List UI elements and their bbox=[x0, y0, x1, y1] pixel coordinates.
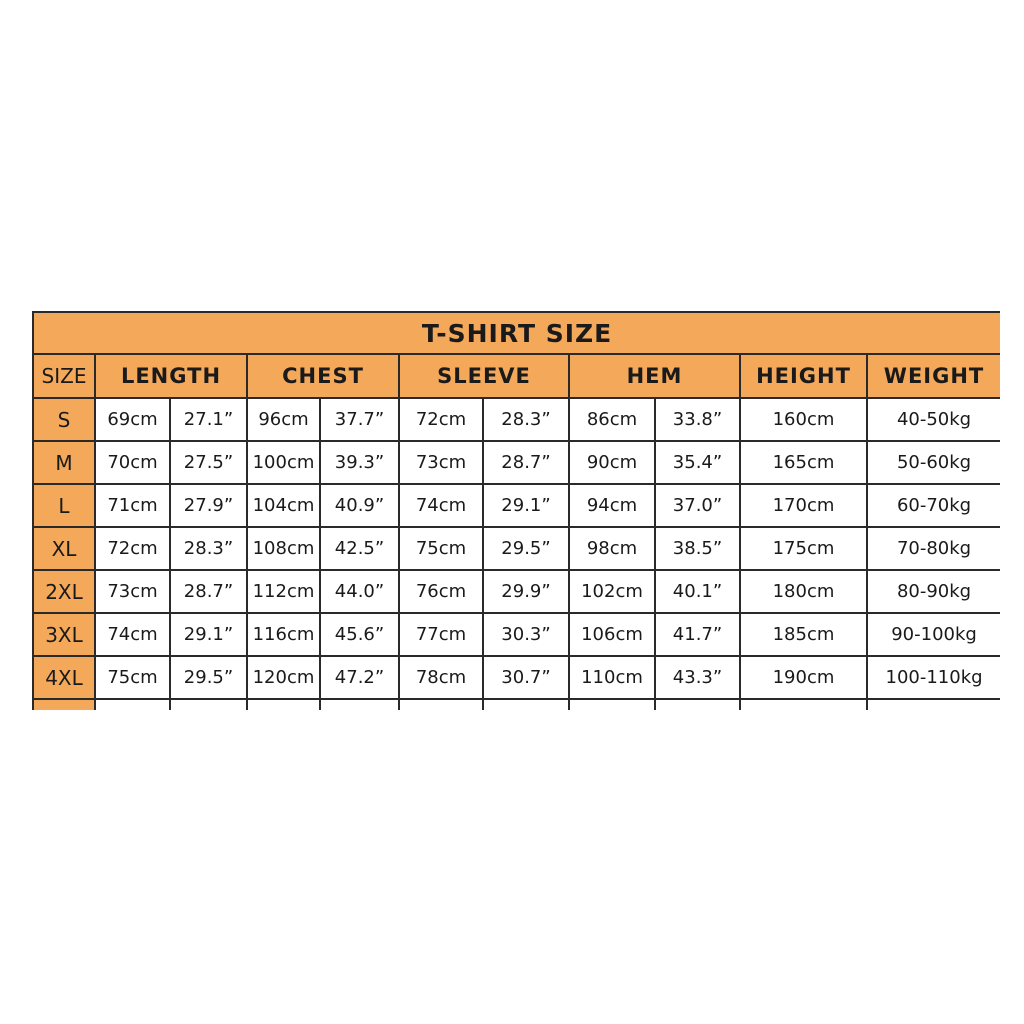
cell-sleeve-in: 28.3” bbox=[483, 398, 569, 441]
cell-length-cm: 71cm bbox=[95, 484, 170, 527]
size-label: S bbox=[33, 398, 95, 441]
cell-hem-in: 33.8” bbox=[655, 398, 740, 441]
table-row bbox=[33, 570, 1000, 613]
cell-chest-cm: 104cm bbox=[247, 484, 320, 527]
cell-chest-cm: 108cm bbox=[247, 527, 320, 570]
cell-hem-in: 35.4” bbox=[655, 441, 740, 484]
cell-length-in: 29.1” bbox=[170, 613, 247, 656]
cell-weight: 60-70kg bbox=[867, 484, 1000, 527]
cell-length-in: 27.1” bbox=[170, 398, 247, 441]
cell-chest-cm: 112cm bbox=[247, 570, 320, 613]
header-size: SIZE bbox=[33, 354, 95, 398]
cell-sleeve-cm: 75cm bbox=[399, 527, 483, 570]
cell-hem-cm: 110cm bbox=[569, 656, 655, 699]
cell-chest-in: 42.5” bbox=[320, 527, 399, 570]
cell-sleeve-cm: 76cm bbox=[399, 570, 483, 613]
cell-cutoff bbox=[95, 699, 170, 710]
cell-sleeve-in: 29.5” bbox=[483, 527, 569, 570]
size-label: M bbox=[33, 441, 95, 484]
cell-chest-cm: 120cm bbox=[247, 656, 320, 699]
cell-height: 190cm bbox=[740, 656, 867, 699]
cell-length-cm: 73cm bbox=[95, 570, 170, 613]
header-hem: HEM bbox=[569, 354, 740, 398]
header-weight: WEIGHT bbox=[867, 354, 1000, 398]
cell-weight: 70-80kg bbox=[867, 527, 1000, 570]
cell-cutoff bbox=[247, 699, 320, 710]
size-chart bbox=[32, 311, 1000, 714]
cell-cutoff bbox=[399, 699, 483, 710]
header-sleeve: SLEEVE bbox=[399, 354, 569, 398]
cell-weight: 50-60kg bbox=[867, 441, 1000, 484]
cell-hem-cm: 86cm bbox=[569, 398, 655, 441]
cell-length-in: 27.9” bbox=[170, 484, 247, 527]
cell-chest-in: 37.7” bbox=[320, 398, 399, 441]
table-row bbox=[33, 613, 1000, 656]
table-row bbox=[33, 484, 1000, 527]
cell-hem-in: 40.1” bbox=[655, 570, 740, 613]
cell-hem-cm: 98cm bbox=[569, 527, 655, 570]
cell-sleeve-cm: 77cm bbox=[399, 613, 483, 656]
cell-cutoff bbox=[170, 699, 247, 710]
table-row-cutoff bbox=[33, 699, 1000, 710]
cell-length-cm: 72cm bbox=[95, 527, 170, 570]
cell-chest-in: 44.0” bbox=[320, 570, 399, 613]
cell-chest-cm: 116cm bbox=[247, 613, 320, 656]
cell-length-cm: 70cm bbox=[95, 441, 170, 484]
cell-length-in: 28.3” bbox=[170, 527, 247, 570]
cell-cutoff bbox=[740, 699, 867, 710]
cell-weight: 90-100kg bbox=[867, 613, 1000, 656]
cell-sleeve-in: 28.7” bbox=[483, 441, 569, 484]
cell-sleeve-cm: 72cm bbox=[399, 398, 483, 441]
cell-sleeve-cm: 74cm bbox=[399, 484, 483, 527]
header-chest: CHEST bbox=[247, 354, 399, 398]
cell-height: 180cm bbox=[740, 570, 867, 613]
cell-height: 185cm bbox=[740, 613, 867, 656]
cell-cutoff bbox=[655, 699, 740, 710]
cell-sleeve-in: 29.1” bbox=[483, 484, 569, 527]
cell-weight: 80-90kg bbox=[867, 570, 1000, 613]
cell-weight: 40-50kg bbox=[867, 398, 1000, 441]
header-height: HEIGHT bbox=[740, 354, 867, 398]
cell-sleeve-cm: 78cm bbox=[399, 656, 483, 699]
cell-chest-in: 40.9” bbox=[320, 484, 399, 527]
cell-hem-in: 37.0” bbox=[655, 484, 740, 527]
cell-chest-cm: 100cm bbox=[247, 441, 320, 484]
cell-sleeve-in: 29.9” bbox=[483, 570, 569, 613]
size-label: L bbox=[33, 484, 95, 527]
cell-sleeve-in: 30.7” bbox=[483, 656, 569, 699]
cell-cutoff bbox=[483, 699, 569, 710]
cell-height: 160cm bbox=[740, 398, 867, 441]
size-label: 3XL bbox=[33, 613, 95, 656]
size-label: 2XL bbox=[33, 570, 95, 613]
size-label-cutoff bbox=[33, 699, 95, 710]
table-row bbox=[33, 656, 1000, 699]
cell-cutoff bbox=[569, 699, 655, 710]
cell-hem-in: 38.5” bbox=[655, 527, 740, 570]
cell-hem-cm: 102cm bbox=[569, 570, 655, 613]
cell-height: 175cm bbox=[740, 527, 867, 570]
cell-sleeve-cm: 73cm bbox=[399, 441, 483, 484]
cell-chest-in: 39.3” bbox=[320, 441, 399, 484]
table-row bbox=[33, 398, 1000, 441]
cell-sleeve-in: 30.3” bbox=[483, 613, 569, 656]
table-row bbox=[33, 441, 1000, 484]
cell-chest-in: 47.2” bbox=[320, 656, 399, 699]
cell-weight: 100-110kg bbox=[867, 656, 1000, 699]
size-label: 4XL bbox=[33, 656, 95, 699]
cell-chest-cm: 96cm bbox=[247, 398, 320, 441]
cell-length-in: 29.5” bbox=[170, 656, 247, 699]
cell-height: 165cm bbox=[740, 441, 867, 484]
cell-hem-cm: 94cm bbox=[569, 484, 655, 527]
cell-hem-cm: 106cm bbox=[569, 613, 655, 656]
cell-length-in: 27.5” bbox=[170, 441, 247, 484]
cell-length-in: 28.7” bbox=[170, 570, 247, 613]
cell-chest-in: 45.6” bbox=[320, 613, 399, 656]
cell-hem-in: 43.3” bbox=[655, 656, 740, 699]
header-length: LENGTH bbox=[95, 354, 247, 398]
cell-length-cm: 69cm bbox=[95, 398, 170, 441]
cell-height: 170cm bbox=[740, 484, 867, 527]
table-row bbox=[33, 527, 1000, 570]
size-table bbox=[32, 311, 1000, 710]
cell-length-cm: 75cm bbox=[95, 656, 170, 699]
size-label: XL bbox=[33, 527, 95, 570]
cell-hem-cm: 90cm bbox=[569, 441, 655, 484]
cell-hem-in: 41.7” bbox=[655, 613, 740, 656]
size-rows bbox=[33, 398, 1000, 710]
cell-cutoff bbox=[320, 699, 399, 710]
cell-length-cm: 74cm bbox=[95, 613, 170, 656]
cell-cutoff bbox=[867, 699, 1000, 710]
table-title: T-SHIRT SIZE bbox=[33, 312, 1000, 354]
